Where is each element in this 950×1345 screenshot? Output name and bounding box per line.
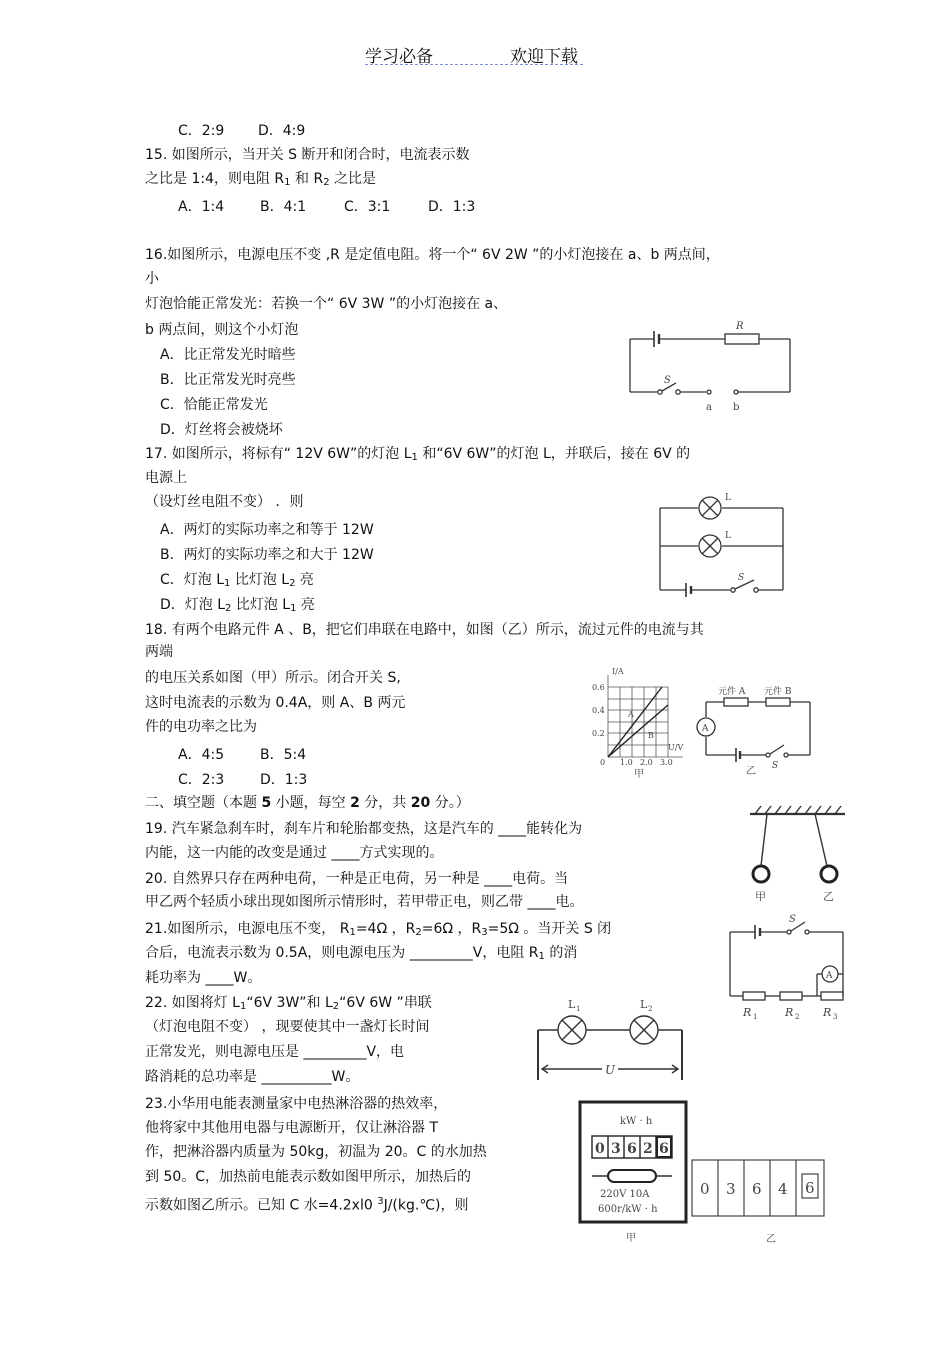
q18-label-s: S (772, 761, 779, 771)
q18-graph-ytick-1: 0.6 (592, 683, 605, 692)
q23-line1: 23.小华用电能表测量家中电热淋浴器的热效率， (145, 1096, 448, 1112)
q16-line1: 16.如图所示，电源电压不变 ,R 是定值电阻。将一个“ 6V 2W ”的小灯泡接在 a、b 两点间， (145, 247, 720, 263)
q17-line1: 17. 如图所示，将标有“ 12V 6W”的灯泡 $L_1$ 和“6V 6W”的灯泡 L，并联后，接在 6V 的 (145, 446, 691, 463)
q18-graph-xtick-3: 3.0 (660, 758, 673, 767)
q22-line3: 正常发光，则电源电压是 _________V，电 (145, 1044, 405, 1060)
q21-label-r1: R (743, 1006, 752, 1019)
q23-line2: 他将家中其他用电器与电源断开，仅让淋浴器 T (145, 1120, 439, 1136)
q18-line4: 这时电流表的示数为 0.4A，则 A、B 两元 (145, 695, 406, 711)
q17-option-c: C．灯泡 $L_1$ 比灯泡 $L_2$ 亮 (160, 572, 314, 589)
q23-meter2-digit-5: 6 (805, 1179, 815, 1197)
q20-line2: 甲乙两个轻质小球出现如图所示情形时，若甲带正电，则乙带 ____电。 (145, 894, 584, 910)
q18-graph-ytick-2: 0.4 (592, 706, 605, 715)
q23-meter-digit-1: 0 (595, 1141, 605, 1157)
q23-meter2-digit-4: 4 (778, 1180, 788, 1198)
q16-label-b: b (733, 402, 740, 413)
q18-iu-graph (588, 665, 693, 780)
header-right: 欢迎下载 (510, 47, 578, 67)
q22-line1: 22. 如图将灯 $L_1“6V$ 3W”和 $L_2“6V$ 6W ”串联 (145, 995, 432, 1012)
q21-label-r2-sub: 2 (795, 1013, 800, 1021)
q19-line1: 19. 汽车紧急刹车时，刹车片和轮胎都变热，这是汽车的 ____能转化为 (145, 821, 583, 837)
q22-label-l2: L (640, 998, 648, 1011)
q18-line5: 件的电功率之比为 (145, 719, 257, 735)
q23-meter2-digit-1: 0 (700, 1180, 710, 1198)
q23-line3: 作，把淋浴器内质量为 50kg，初温为 20。C 的水加热 (145, 1144, 487, 1160)
q19-line2: 内能，这一内能的改变是通过 ____方式实现的。 (145, 845, 444, 861)
q19-label-right: 乙 (823, 890, 834, 903)
q23-meter-rate: 600r/kW · h (598, 1204, 658, 1215)
q18-option-b: B．5:4 (260, 747, 307, 763)
q23-energy-meter-before (578, 1100, 690, 1250)
q17-option-d: D．灯泡 $L_2$ 比灯泡 $L_1$ 亮 (160, 597, 315, 614)
q16-line4: b 两点间，则这个小灯泡 (145, 322, 299, 338)
q14-option-d: D．4:9 (258, 123, 306, 139)
q17-circuit-diagram (650, 488, 790, 598)
q17-label-l1: L (725, 493, 731, 503)
q21-label-r3: R (823, 1006, 832, 1019)
q22-label-u: U (605, 1063, 616, 1077)
q18-graph-origin: 0 (600, 758, 606, 767)
q21-line1: 21.如图所示，电源电压不变， $R_1=4\Omega$ ，$R_2=6\Omega$ ，$R_3=5\Omega$ 。当开关 S 闭 (145, 921, 612, 938)
q16-option-a: A．比正常发光时暗些 (160, 347, 296, 363)
q20-line1: 20. 自然界只存在两种电荷，一种是正电荷，另一种是 ____电荷。当 (145, 871, 569, 887)
q23-meter-digit-3: 6 (627, 1141, 637, 1157)
q21-label-r3-sub: 3 (833, 1013, 838, 1021)
q22-label-l2-sub: 2 (648, 1005, 653, 1013)
q18-graph-xtick-1: 1.0 (620, 758, 633, 767)
q21-circuit-diagram (725, 912, 850, 1022)
q23-meter2-digit-2: 3 (726, 1180, 736, 1198)
q23-meter-spec: 220V 10A (600, 1189, 650, 1200)
q18-graph-series-a: A (628, 710, 634, 719)
q16-line2: 小 (145, 271, 159, 287)
q23-meter-digit-4: 2 (643, 1141, 653, 1157)
q18-circuit-caption: 乙 (746, 766, 756, 777)
q16-label-a: a (706, 402, 712, 413)
q18-label-ammeter: A (702, 724, 709, 734)
q15-option-b: B．4:1 (260, 199, 307, 215)
q18-option-c: C．2:3 (178, 772, 225, 788)
q17-line3: （设灯丝电阻不变） ．则 (145, 494, 304, 510)
q18-label-elem-a: 元件 A (718, 687, 746, 697)
q16-option-d: D．灯丝将会被烧坏 (160, 422, 283, 438)
q15-option-a: A．1:4 (178, 199, 225, 215)
q18-line2: 两端 (145, 644, 173, 660)
q18-graph-series-b: B (648, 731, 654, 740)
q23-meter-caption: 甲 (626, 1233, 636, 1244)
q23-line5: 示数如图乙所示。已知 C 水=4.2xl0 $^3$J/(kg.℃)，则 (145, 1196, 469, 1214)
q14-option-c: C．2:9 (178, 123, 225, 139)
q15-option-d: D．1:3 (428, 199, 476, 215)
q18-option-a: A．4:5 (178, 747, 225, 763)
q16-option-b: B．比正常发光时亮些 (160, 372, 296, 388)
q22-label-l1-sub: 1 (576, 1005, 581, 1013)
q15-line1: 15. 如图所示，当开关 S 断开和闭合时，电流表示数 (145, 147, 470, 163)
q23-meter-digit-5: 6 (659, 1141, 669, 1157)
q22-circuit-diagram (530, 990, 690, 1085)
q17-label-l2: L (725, 531, 731, 541)
q22-label-l1: L (568, 998, 576, 1011)
section2-title: 二、填空题（本题 5 小题，每空 2 分，共 20 分。） (145, 795, 470, 811)
q18-line1: 18. 有两个电路元件 A 、B，把它们串联在电路中，如图（乙）所示，流过元件的电流与其 (145, 622, 704, 638)
q19-label-left: 甲 (755, 890, 766, 903)
q21-label-ammeter: A (826, 971, 833, 981)
q18-graph-xlabel: U/V (668, 743, 684, 752)
q16-line3: 灯泡恰能正常发光：若换一个“ 6V 3W ”的小灯泡接在 a、 (145, 296, 508, 312)
q23-energy-meter-after (690, 1158, 830, 1248)
q18-option-d: D．1:3 (260, 772, 308, 788)
q15-option-c: C．3:1 (344, 199, 391, 215)
q22-line4: 路消耗的总功率是 __________W。 (145, 1069, 360, 1085)
q19-charged-balls-figure (745, 800, 850, 910)
header-left: 学习必备 (365, 47, 433, 67)
q23-meter-unit: kW · h (620, 1116, 653, 1127)
q21-line2: 合后，电流表示数为 0.5A，则电源电压为 _________V，电阻 $R_1$ 的消 (145, 945, 578, 962)
q17-option-b: B．两灯的实际功率之和大于 12W (160, 547, 374, 563)
q23-meter2-digit-3: 6 (752, 1180, 762, 1198)
q15-line2: 之比是 1:4，则电阻 $R_1$ 和 $R_2$ 之比是 (145, 171, 377, 188)
q18-circuit-diagram (694, 682, 814, 777)
q21-label-r2: R (785, 1006, 794, 1019)
q16-option-c: C．恰能正常发光 (160, 397, 268, 413)
q18-graph-caption: 甲 (634, 769, 644, 780)
q21-label-s: S (789, 914, 796, 925)
q16-label-s: S (664, 375, 671, 386)
q18-label-elem-b: 元件 B (764, 687, 792, 697)
q21-line3: 耗功率为 ____W。 (145, 970, 262, 986)
q18-graph-ytick-3: 0.2 (592, 729, 605, 738)
q16-circuit-diagram (620, 315, 800, 415)
header-divider (365, 64, 583, 65)
q18-graph-xtick-2: 2.0 (640, 758, 653, 767)
q17-label-s: S (738, 573, 745, 583)
q17-line2: 电源上 (145, 470, 187, 486)
q18-graph-ylabel: I/A (612, 667, 624, 676)
q23-meter-digit-2: 3 (611, 1141, 621, 1157)
q16-label-r: R (736, 321, 744, 332)
q22-line2: （灯泡电阻不变） ，现要使其中一盏灯长时间 (145, 1019, 430, 1035)
q18-line3: 的电压关系如图（甲）所示。闭合开关 S, (145, 670, 401, 686)
q23-line4: 到 50。C，加热前电能表示数如图甲所示，加热后的 (145, 1169, 472, 1185)
q21-label-r1-sub: 1 (753, 1013, 758, 1021)
q23-meter2-caption: 乙 (766, 1234, 776, 1245)
q17-option-a: A．两灯的实际功率之和等于 12W (160, 522, 374, 538)
